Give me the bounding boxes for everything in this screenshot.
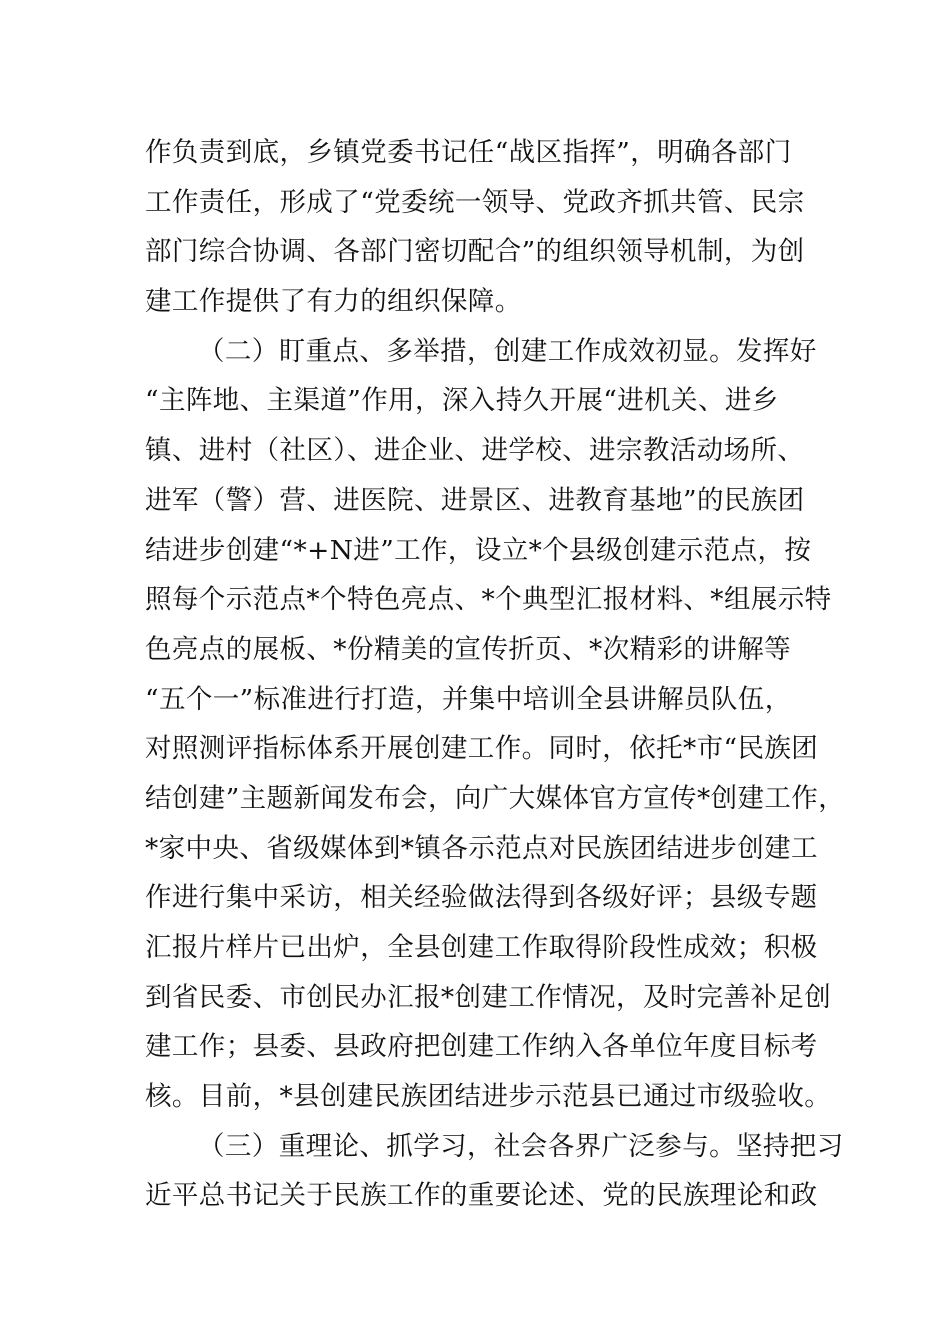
text-line: “主阵地、主渠道”作用，深入持久开展“进机关、进乡 xyxy=(145,385,779,417)
text-line: 核。目前，*县创建民族团结进步示范县已通过市级验收。 xyxy=(145,1081,832,1113)
text-line: 工作责任，形成了“党委统一领导、党政齐抓共管、民宗 xyxy=(145,186,805,218)
text-line: 建工作提供了有力的组织保障。 xyxy=(145,286,522,318)
text-line: *家中央、省级媒体到*镇各示范点对民族团结进步创建工 xyxy=(145,832,818,864)
text-line: 色亮点的展板、*份精美的宣传折页、*次精彩的讲解等 xyxy=(145,633,791,665)
section-heading-line: （三）重理论、抓学习，社会各界广泛参与。坚持把习 xyxy=(198,1130,844,1162)
text-line: 结创建”主题新闻发布会，向广大媒体官方宣传*创建工作， xyxy=(145,782,846,814)
text-line: 作负责到底，乡镇党委书记任“战区指挥”，明确各部门 xyxy=(145,137,792,168)
text-line: 建工作；县委、县政府把创建工作纳入各单位年度目标考 xyxy=(145,1031,818,1063)
section-heading-line: （二）盯重点、多举措，创建工作成效初显。发挥好 xyxy=(198,335,817,367)
text-line: 对照测评指标体系开展创建工作。同时，依托*市“民族团 xyxy=(145,733,819,765)
text-line: 进军（警）营、进医院、进景区、进教育基地”的民族团 xyxy=(145,484,805,516)
text-line: 作进行集中采访，相关经验做法得到各级好评；县级专题 xyxy=(145,882,818,914)
text-line: 部门综合协调、各部门密切配合”的组织领导机制，为创 xyxy=(145,236,805,268)
text-line: 照每个示范点*个特色亮点、*个典型汇报材料、*组展示特 xyxy=(145,584,832,616)
text-line: 到省民委、市创民办汇报*创建工作情况，及时完善补足创 xyxy=(145,981,832,1013)
text-line: 汇报片样片已出炉，全县创建工作取得阶段性成效；积极 xyxy=(145,932,818,963)
text-line: “五个一”标准进行打造，并集中培训全县讲解员队伍， xyxy=(145,683,792,715)
body-text xyxy=(145,128,846,1221)
text-line: 结进步创建“*+N进”工作，设立*个县级创建示范点，按 xyxy=(145,534,812,566)
text-line: 镇、进村（社区）、进企业、进学校、进宗教活动场所、 xyxy=(145,435,805,467)
text-line: 近平总书记关于民族工作的重要论述、党的民族理论和政 xyxy=(145,1180,818,1212)
